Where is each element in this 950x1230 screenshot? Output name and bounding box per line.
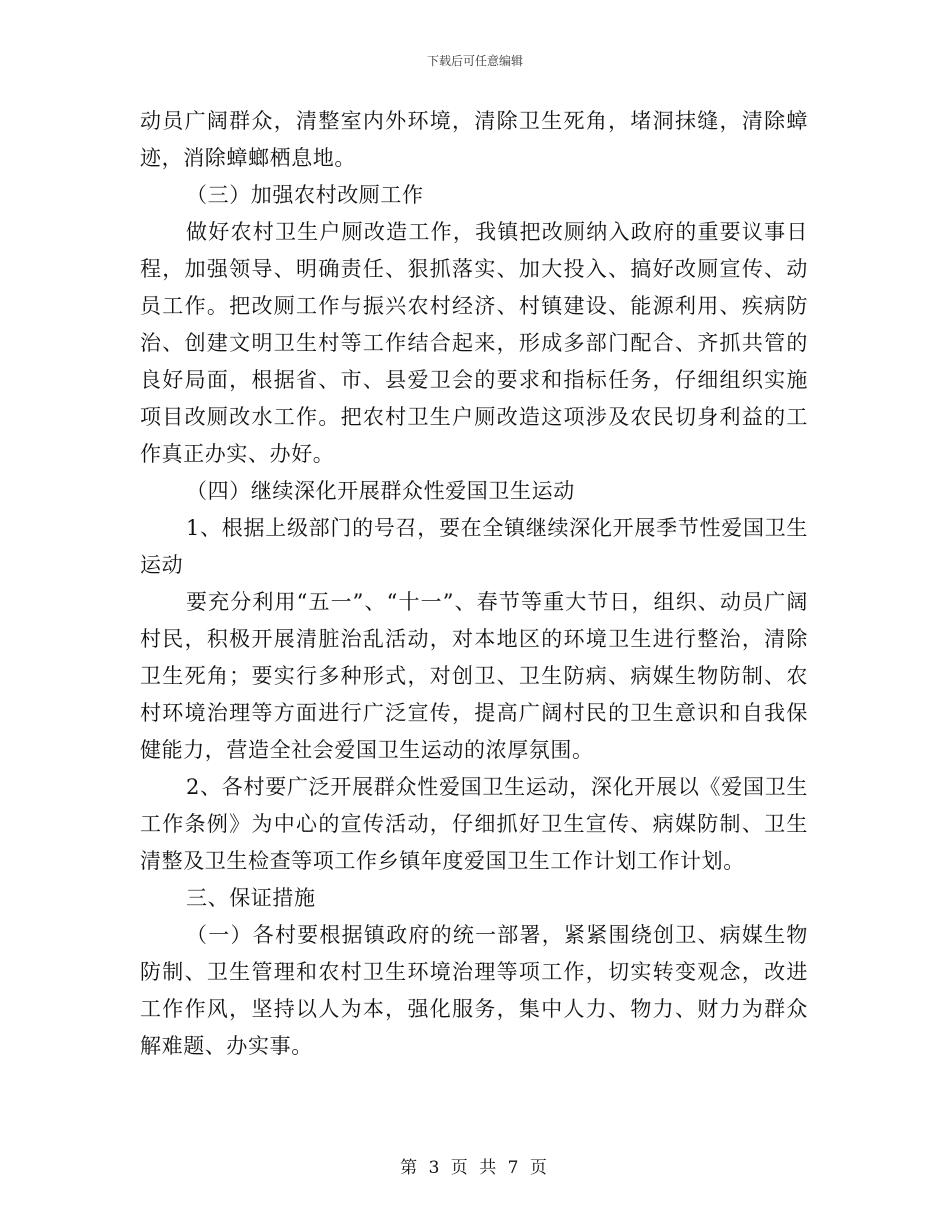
page-header-note: 下载后可任意编辑: [426, 54, 523, 68]
section-heading-4: （四）继续深化开展群众性爱国卫生运动: [186, 479, 575, 503]
section-heading-measures: 三、保证措施: [186, 886, 316, 910]
paragraph-4: 要充分利用“五一”、“十一”、春节等重大节日，组织、动员广阔村民，积极开展清脏治乱活动，对本地区的环境卫生进行整治，清除卫生死角；要实行多种形式，对创卫、卫生防病、病媒生物防制、农村环境治理等方面进行广泛宣传，提高广阔村民的卫生意识和自我保健能力，营造全社会爱国卫生运动的浓厚氛围。: [140, 590, 808, 762]
paragraph-2: 做好农村卫生户厕改造工作，我镇把改厕纳入政府的重要议事日程，加强领导、明确责任、狠抓落实、加大投入、搞好改厕宣传、动员工作。把改厕工作与振兴农村经济、村镇建设、能源利用、疾病防治、创建文明卫生村等工作结合起来，形成多部门配合、齐抓共管的良好局面，根据省、市、县爱卫会的要求和指标任务，仔细组织实施项目改厕改水工作。把农村卫生户厕改造这项涉及农民切身利益的工作真正办实、办好。: [140, 220, 808, 466]
paragraph-1: 动员广阔群众，清整室内外环境，清除卫生死角，堵洞抹缝，清除蟑迹，消除蟑螂栖息地。: [140, 109, 808, 170]
section-heading-3: （三）加强农村改厕工作: [186, 183, 424, 207]
paragraph-3: 1、根据上级部门的号召，要在全镇继续深化开展季节性爱国卫生运动: [140, 516, 808, 577]
paragraph-5: 2、各村要广泛开展群众性爱国卫生运动，深化开展以《爱国卫生工作条例》为中心的宣传活动，仔细抓好卫生宣传、病媒防制、卫生清整及卫生检查等项工作乡镇年度爱国卫生工作计划工作计划。: [140, 775, 808, 873]
document-body: [140, 103, 808, 1065]
page-number-footer: 第 3 页 共 7 页: [400, 1158, 550, 1178]
paragraph-6: （一）各村要根据镇政府的统一部署，紧紧围绕创卫、病媒生物防制、卫生管理和农村卫生环境治理等项工作，切实转变观念，改进工作作风，坚持以人为本，强化服务，集中人力、物力、财力为群众解难题、办实事。: [140, 923, 808, 1058]
